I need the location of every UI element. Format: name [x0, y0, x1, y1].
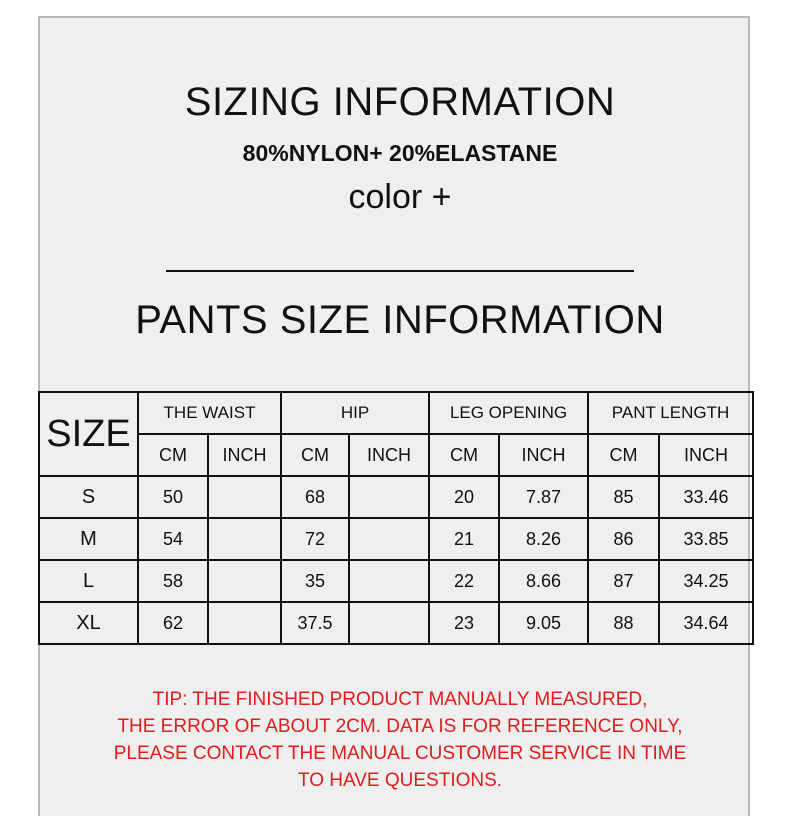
unit-header: CM	[281, 434, 349, 476]
table-cell: 23	[429, 602, 499, 644]
table-cell: 37.5	[281, 602, 349, 644]
unit-header: INCH	[349, 434, 429, 476]
table-cell: 88	[588, 602, 659, 644]
tip-line: THE ERROR OF ABOUT 2CM. DATA IS FOR REFERENCE ONLY,	[117, 716, 683, 737]
table-cell: 72	[281, 518, 349, 560]
table-cell: 62	[138, 602, 208, 644]
table-cell: 54	[138, 518, 208, 560]
table-unit-row	[39, 434, 753, 476]
measurement-tip	[0, 686, 800, 794]
size-label: S	[39, 476, 138, 518]
table-row	[39, 560, 753, 602]
table-cell: 22	[429, 560, 499, 602]
size-table	[38, 391, 754, 645]
table-cell	[208, 560, 281, 602]
material-composition: 80%NYLON+ 20%ELASTANE	[242, 140, 558, 166]
tip-line: TO HAVE QUESTIONS.	[297, 770, 503, 791]
size-label: M	[39, 518, 138, 560]
table-cell: 50	[138, 476, 208, 518]
group-header-pant-length: PANT LENGTH	[588, 392, 753, 434]
unit-header: INCH	[208, 434, 281, 476]
color-label: color +	[348, 178, 452, 216]
table-header-row	[39, 392, 753, 434]
table-cell: 9.05	[499, 602, 588, 644]
table-cell: 34.64	[659, 602, 753, 644]
table-cell: 68	[281, 476, 349, 518]
table-cell	[349, 518, 429, 560]
table-cell: 86	[588, 518, 659, 560]
table-cell: 34.25	[659, 560, 753, 602]
unit-header: INCH	[499, 434, 588, 476]
section-title: PANTS SIZE INFORMATION	[135, 298, 665, 342]
table-cell: 58	[138, 560, 208, 602]
table-cell: 85	[588, 476, 659, 518]
size-column-header: SIZE	[39, 392, 138, 476]
unit-header: CM	[588, 434, 659, 476]
table-cell	[208, 476, 281, 518]
group-header-hip: HIP	[281, 392, 429, 434]
table-row	[39, 602, 753, 644]
size-label: L	[39, 560, 138, 602]
table-cell: 33.46	[659, 476, 753, 518]
table-cell: 21	[429, 518, 499, 560]
table-cell: 20	[429, 476, 499, 518]
table-row	[39, 518, 753, 560]
group-header-leg-opening: LEG OPENING	[429, 392, 588, 434]
table-cell: 33.85	[659, 518, 753, 560]
table-cell: 35	[281, 560, 349, 602]
table-cell: 8.66	[499, 560, 588, 602]
unit-header: CM	[429, 434, 499, 476]
unit-header: INCH	[659, 434, 753, 476]
section-divider	[166, 270, 634, 272]
table-cell: 87	[588, 560, 659, 602]
table-cell	[208, 602, 281, 644]
tip-line: TIP: THE FINISHED PRODUCT MANUALLY MEASURED,	[152, 689, 648, 710]
table-cell	[349, 602, 429, 644]
table-cell: 8.26	[499, 518, 588, 560]
size-label: XL	[39, 602, 138, 644]
table-cell	[208, 518, 281, 560]
tip-line: PLEASE CONTACT THE MANUAL CUSTOMER SERVICE IN TIME	[113, 743, 687, 764]
table-cell	[349, 476, 429, 518]
page-title: SIZING INFORMATION	[184, 80, 616, 124]
table-row	[39, 476, 753, 518]
table-cell: 7.87	[499, 476, 588, 518]
table-cell	[349, 560, 429, 602]
group-header-waist: THE WAIST	[138, 392, 281, 434]
unit-header: CM	[138, 434, 208, 476]
